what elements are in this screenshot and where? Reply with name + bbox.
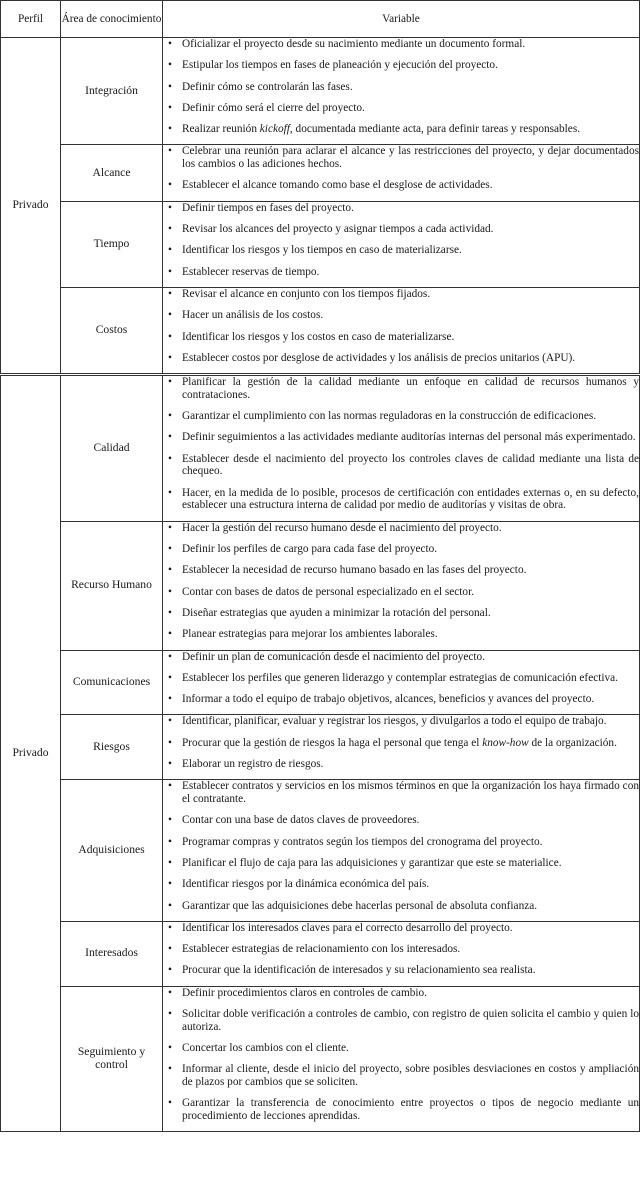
variable-cell bbox=[163, 715, 640, 780]
list-item: • Identificar los interesados claves para el correcto desarrollo del proyecto. bbox=[163, 922, 639, 935]
list-item: • Establecer desde el nacimiento del proyecto los controles claves de calidad mediante una lista de chequeo. bbox=[163, 453, 639, 478]
list-item: • Estipular los tiempos en fases de planeación y ejecución del proyecto. bbox=[163, 59, 639, 72]
list-item: • Planificar la gestión de la calidad mediante un enfoque en calidad de recursos humanos y contrataciones. bbox=[163, 376, 639, 401]
table-row bbox=[1, 650, 640, 715]
list-item: • Garantizar la transferencia de conocimiento entre proyectos o tipos de negocio mediante un procedimiento de lecciones aprendidas. bbox=[163, 1097, 639, 1122]
list-item: • Identificar los riesgos y los costos en caso de materializarse. bbox=[163, 331, 639, 344]
area-cell: Riesgos bbox=[61, 715, 163, 780]
list-item: • Identificar, planificar, evaluar y registrar los riesgos, y divulgarlos a todo el equipo de trabajo. bbox=[163, 715, 639, 728]
variable-list bbox=[163, 651, 639, 706]
list-item: • Definir seguimientos a las actividades mediante auditorías internas del personal más experimentado. bbox=[163, 431, 639, 444]
header-area: Área de conocimiento bbox=[61, 1, 163, 38]
list-item: • Contar con bases de datos de personal especializado en el sector. bbox=[163, 586, 639, 599]
list-item: • Informar al cliente, desde el inicio del proyecto, sobre posibles desviaciones en costos y ampliación de plazos por cambios que se soliciten. bbox=[163, 1063, 639, 1088]
area-cell: Integración bbox=[61, 38, 163, 145]
variable-list bbox=[163, 780, 639, 912]
list-item: • Garantizar que las adquisiciones debe hacerlas personal de absoluta confianza. bbox=[163, 900, 639, 913]
area-cell: Interesados bbox=[61, 921, 163, 986]
variable-cell bbox=[163, 375, 640, 522]
table-row bbox=[1, 201, 640, 287]
list-item: • Definir procedimientos claros en controles de cambio. bbox=[163, 987, 639, 1000]
variable-list bbox=[163, 715, 639, 770]
variable-cell bbox=[163, 780, 640, 921]
list-item: • Hacer la gestión del recurso humano desde el nacimiento del proyecto. bbox=[163, 522, 639, 535]
variable-list bbox=[163, 38, 639, 136]
header-row bbox=[1, 1, 640, 38]
variable-list bbox=[163, 922, 639, 977]
table-row bbox=[1, 715, 640, 780]
table-row bbox=[1, 521, 640, 650]
list-item: • Concertar los cambios con el cliente. bbox=[163, 1042, 639, 1055]
list-item: • Oficializar el proyecto desde su nacimiento mediante un documento formal. bbox=[163, 38, 639, 51]
list-item: • Establecer los perfiles que generen liderazgo y contemplar estrategias de comunicación efectiva. bbox=[163, 672, 639, 685]
list-item: • Definir cómo se controlarán las fases. bbox=[163, 81, 639, 94]
table-row bbox=[1, 780, 640, 921]
area-cell: Recurso Humano bbox=[61, 521, 163, 650]
table-row bbox=[1, 287, 640, 374]
variable-cell bbox=[163, 921, 640, 986]
list-item: • Hacer un análisis de los costos. bbox=[163, 309, 639, 322]
variable-list bbox=[163, 987, 639, 1123]
header-variable: Variable bbox=[163, 1, 640, 38]
list-item: • Definir tiempos en fases del proyecto. bbox=[163, 202, 639, 215]
variable-list bbox=[163, 522, 639, 641]
variable-cell bbox=[163, 650, 640, 715]
list-item: • Procurar que la gestión de riesgos la haga el personal que tenga el know-how de la organización. bbox=[163, 737, 639, 750]
area-cell: Comunicaciones bbox=[61, 650, 163, 715]
list-item: • Definir un plan de comunicación desde el nacimiento del proyecto. bbox=[163, 651, 639, 664]
table-body bbox=[1, 38, 640, 1132]
list-item: • Contar con una base de datos claves de proveedores. bbox=[163, 814, 639, 827]
list-item: • Elaborar un registro de riesgos. bbox=[163, 758, 639, 771]
list-item: • Definir los perfiles de cargo para cada fase del proyecto. bbox=[163, 543, 639, 556]
list-item: • Establecer la necesidad de recurso humano basado en las fases del proyecto. bbox=[163, 564, 639, 577]
variable-cell bbox=[163, 38, 640, 145]
table-row bbox=[1, 375, 640, 522]
list-item: • Establecer estrategias de relacionamiento con los interesados. bbox=[163, 943, 639, 956]
variable-cell bbox=[163, 287, 640, 374]
list-item: • Establecer el alcance tomando como base el desglose de actividades. bbox=[163, 179, 639, 192]
variable-list bbox=[163, 376, 639, 512]
list-item: • Procurar que la identificación de interesados y su relacionamiento sea realista. bbox=[163, 964, 639, 977]
variable-cell bbox=[163, 986, 640, 1132]
header-perfil: Perfil bbox=[1, 1, 61, 38]
area-cell: Tiempo bbox=[61, 201, 163, 287]
list-item: • Hacer, en la medida de lo posible, procesos de certificación con entidades externas o, en su defecto, establecer una estructura interna de calidad por medio de auditorías y visitas de obra. bbox=[163, 487, 639, 512]
list-item: • Realizar reunión kickoff, documentada mediante acta, para definir tareas y responsables. bbox=[163, 123, 639, 136]
list-item: • Informar a todo el equipo de trabajo objetivos, alcances, beneficios y avances del proyecto. bbox=[163, 693, 639, 706]
list-item: • Programar compras y contratos según los tiempos del cronograma del proyecto. bbox=[163, 836, 639, 849]
variable-cell bbox=[163, 201, 640, 287]
list-item: • Establecer reservas de tiempo. bbox=[163, 266, 639, 279]
perfil-cell: Privado bbox=[1, 375, 61, 1132]
variable-cell bbox=[163, 521, 640, 650]
list-item: • Revisar los alcances del proyecto y asignar tiempos a cada actividad. bbox=[163, 223, 639, 236]
variable-cell bbox=[163, 145, 640, 201]
list-item: • Establecer contratos y servicios en los mismos términos en que la organización los haya firmado con el contratante. bbox=[163, 780, 639, 805]
table-row bbox=[1, 986, 640, 1132]
list-item: • Identificar riesgos por la dinámica económica del país. bbox=[163, 878, 639, 891]
table-row bbox=[1, 145, 640, 201]
list-item: • Solicitar doble verificación a controles de cambio, con registro de quien solicita el cambio y quien lo autoriza. bbox=[163, 1008, 639, 1033]
list-item: • Identificar los riesgos y los tiempos en caso de materializarse. bbox=[163, 244, 639, 257]
list-item: • Definir cómo será el cierre del proyecto. bbox=[163, 102, 639, 115]
variable-list bbox=[163, 202, 639, 279]
list-item: • Garantizar el cumplimiento con las normas reguladoras en la construcción de edificaciones. bbox=[163, 410, 639, 423]
list-item: • Establecer costos por desglose de actividades y los análisis de precios unitarios (APU). bbox=[163, 352, 639, 365]
list-item: • Diseñar estrategias que ayuden a minimizar la rotación del personal. bbox=[163, 607, 639, 620]
area-cell: Alcance bbox=[61, 145, 163, 201]
list-item: • Planificar el flujo de caja para las adquisiciones y garantizar que este se materialice. bbox=[163, 857, 639, 870]
variable-list bbox=[163, 145, 639, 192]
table-row bbox=[1, 921, 640, 986]
list-item: • Celebrar una reunión para aclarar el alcance y las restricciones del proyecto, y dejar documentados los cambios o las adiciones hechos. bbox=[163, 145, 639, 170]
table-row bbox=[1, 38, 640, 145]
perfil-cell: Privado bbox=[1, 38, 61, 375]
variable-list bbox=[163, 288, 639, 365]
list-item: • Revisar el alcance en conjunto con los tiempos fijados. bbox=[163, 288, 639, 301]
list-item: • Planear estrategias para mejorar los ambientes laborales. bbox=[163, 628, 639, 641]
area-cell: Costos bbox=[61, 287, 163, 374]
area-cell: Seguimiento y control bbox=[61, 986, 163, 1132]
area-cell: Adquisiciones bbox=[61, 780, 163, 921]
area-cell: Calidad bbox=[61, 375, 163, 522]
